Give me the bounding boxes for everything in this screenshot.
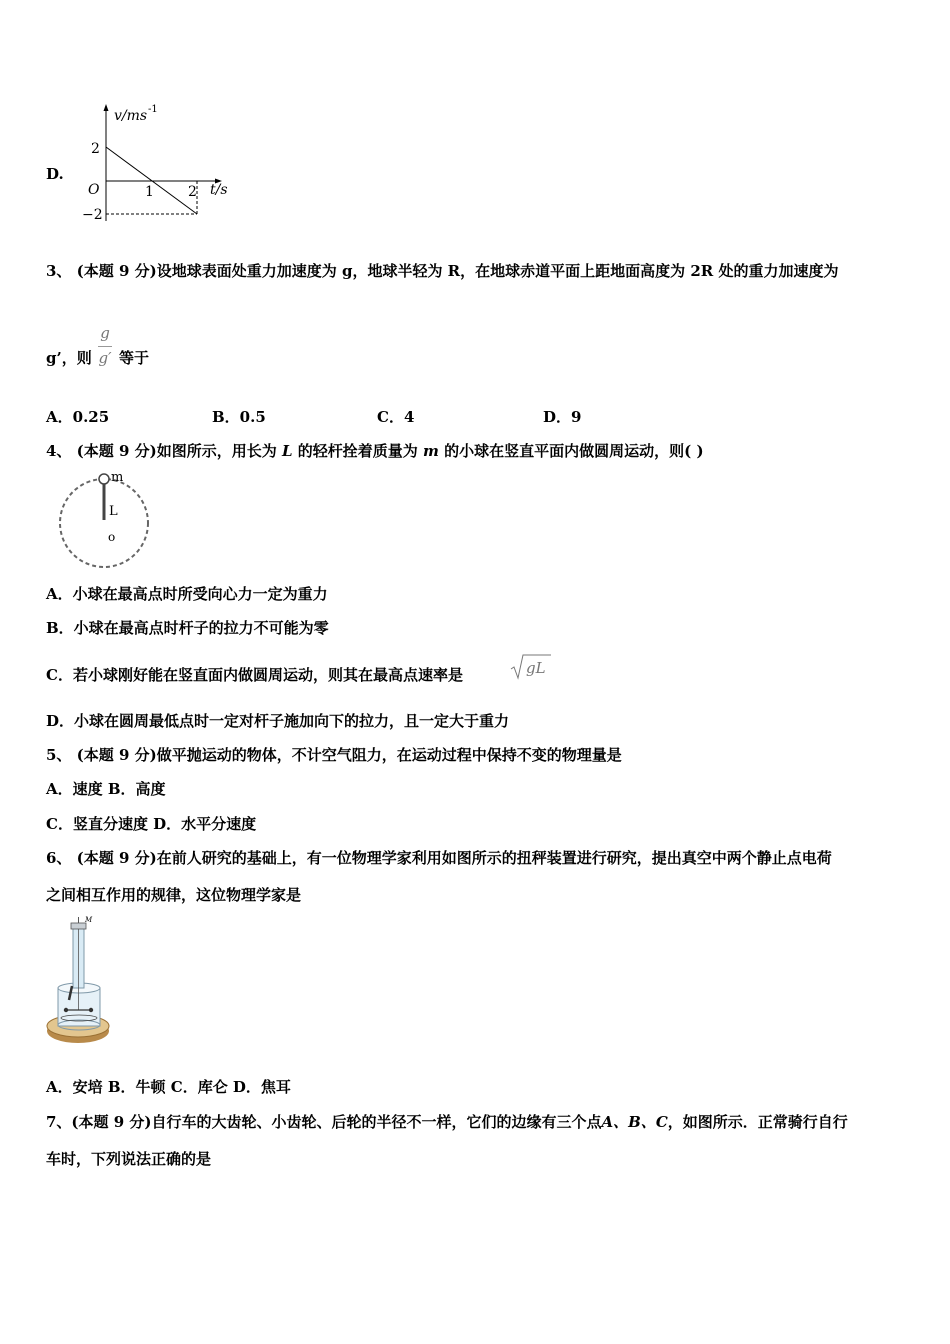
q7-stem-points: A、B、C [601,1113,668,1131]
vt-y-tick-pos: 2 [91,141,100,157]
q7-stem-line2: 车时，下列说法正确的是 [46,1150,212,1168]
q5-stem: 5、 (本题 9 分)做平抛运动的物体，不计空气阻力，在运动过程中保持不变的物理量是 [46,746,622,764]
q6-stem-line2: 之间相互作用的规律，这位物理学家是 [46,886,302,904]
q3-fraction-numerator: g [100,324,110,342]
q4-stem-part-a: 4、 (本题 9 分)如图所示，用长为 [46,442,277,460]
q6-options: A．安培 B．牛顿 C．库仑 D．焦耳 [46,1078,291,1096]
rod-label: L [109,504,118,519]
vt-y-arrow [104,104,109,111]
q7-stem-line1 [46,1112,848,1132]
vt-x-tick-1: 1 [145,184,154,200]
head [71,923,86,929]
q4-option-d: D．小球在圆周最低点时一定对杆子施加向下的拉力，且一定大于重力 [46,712,510,730]
q3-stem-line2-prefix: g’，则 [46,349,92,367]
fig-label-m: M [85,916,93,924]
q4-stem-part-c: 的小球在竖直平面内做圆周运动，则( ) [444,442,704,460]
q4-option-c: C．若小球刚好能在竖直面内做圆周运动，则其在最高点速率是 [46,666,463,684]
q4-stem-var-l: L [281,442,293,460]
torsion-balance-figure [44,914,116,1050]
q6-stem-line1: 6、 (本题 9 分)在前人研究的基础上，有一位物理学家利用如图所示的扭秤装置进行研究，提出真空中两个静止点电荷 [46,849,832,867]
sphere-right [89,1008,93,1012]
vt-x-label: t/s [210,182,228,198]
q5-options-row1: A．速度 B．高度 [46,780,166,798]
vt-y-tick-neg: −2 [82,207,103,223]
q3-stem-line2-suffix: 等于 [119,349,150,367]
vt-origin: O [88,182,100,198]
q3-option-a: A．0.25 [46,408,110,426]
q5-options-row2: C．竖直分速度 D．水平分速度 [46,815,257,833]
vt-x-tick-2: 2 [188,184,197,200]
q4-stem-var-m: m [423,442,439,460]
q3-fraction [97,324,119,370]
q7-stem-part-a: 7、(本题 9 分)自行车的大齿轮、小齿轮、后轮的半径不一样，它们的边缘有三个点 [46,1113,602,1131]
q4-option-a: A．小球在最高点时所受向心力一定为重力 [46,585,328,603]
q3-option-d: D．9 [543,408,582,426]
q4-option-b: B．小球在最高点时杆子的拉力不可能为零 [46,619,329,637]
vt-y-label: v/ms [114,108,148,124]
sphere-left [64,1008,68,1012]
q2-option-d-label: D. [46,165,64,183]
center-label: o [108,530,116,544]
q3-fraction-denominator: g′ [98,349,112,367]
vt-y-label-exp: -1 [148,104,158,115]
sqrt-gl [510,652,552,682]
mass-label: m [111,470,124,485]
ball [99,474,109,484]
vt-graph [78,96,238,226]
circular-motion-figure [54,468,154,572]
q7-stem-part-b: ，如图所示．正常骑行自行 [667,1113,848,1131]
q3-option-b: B．0.5 [212,408,266,426]
q4-stem [46,441,704,461]
q3-fraction-bar [98,346,112,347]
sqrt-radicand: gL [526,659,546,677]
q4-stem-part-b: 的轻杆拴着质量为 [297,442,418,460]
q3-option-c: C．4 [377,408,415,426]
q3-stem-line1: 3、 (本题 9 分)设地球表面处重力加速度为 g，地球半轻为 R，在地球赤道平面上距地面高度为 2R 处的重力加速度为 [46,262,839,280]
